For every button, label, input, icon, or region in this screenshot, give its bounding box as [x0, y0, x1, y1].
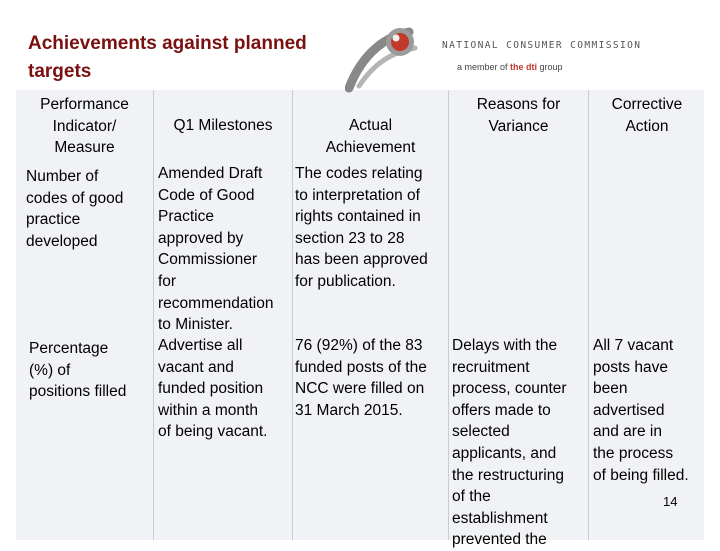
- row1-achievement: The codes relating to interpretation of rights contained in section 23 to 28 has been approved for publication.: [295, 165, 428, 290]
- ncc-logo: [345, 22, 720, 97]
- logo-tagline: [457, 62, 563, 72]
- row1-indicator: Number of codes of good practice developed: [26, 168, 124, 250]
- row2-indicator: Percentage (%) of positions filled: [29, 340, 127, 401]
- header-indicator: Performance Indicator/ Measure: [40, 96, 129, 157]
- title-line-1: Achievements against planned: [28, 33, 307, 54]
- header-milestones: Q1 Milestones: [173, 117, 273, 134]
- row2-achievement: 76 (92%) of the 83 funded posts of the NCC were filled on 31 March 2015.: [295, 337, 427, 419]
- slide-title: [28, 30, 307, 86]
- column-divider: [153, 90, 154, 540]
- logo-tagline-prefix: a member of: [457, 62, 511, 72]
- row1-milestones: Amended Draft Code of Good Practice approved by Commissioner for recommendation to Minister.: [158, 165, 274, 334]
- header-corrective: Corrective Action: [611, 96, 683, 135]
- row2-milestones: Advertise all vacant and funded position within a month of being vacant.: [158, 337, 268, 441]
- column-divider: [588, 90, 589, 540]
- logo-org-name: NATIONAL CONSUMER COMMISSION: [442, 40, 642, 51]
- title-line-2: targets: [28, 61, 92, 82]
- header-variance: Reasons for Variance: [476, 96, 561, 135]
- row2-corrective: All 7 vacant posts have been advertised and are in the process of being filled.: [593, 337, 689, 484]
- logo-tagline-suffix: group: [537, 62, 563, 72]
- ncc-emblem-icon: [345, 22, 425, 97]
- logo-tagline-brand: the dti: [510, 62, 538, 72]
- column-divider: [448, 90, 449, 540]
- column-divider: [292, 90, 293, 540]
- header-achievement: Actual Achievement: [325, 117, 416, 156]
- row2-variance: Delays with the recruitment process, counter offers made to selected applicants, and the restructuring of the establishment prevented the: [452, 337, 567, 549]
- page-number: 14: [663, 494, 678, 509]
